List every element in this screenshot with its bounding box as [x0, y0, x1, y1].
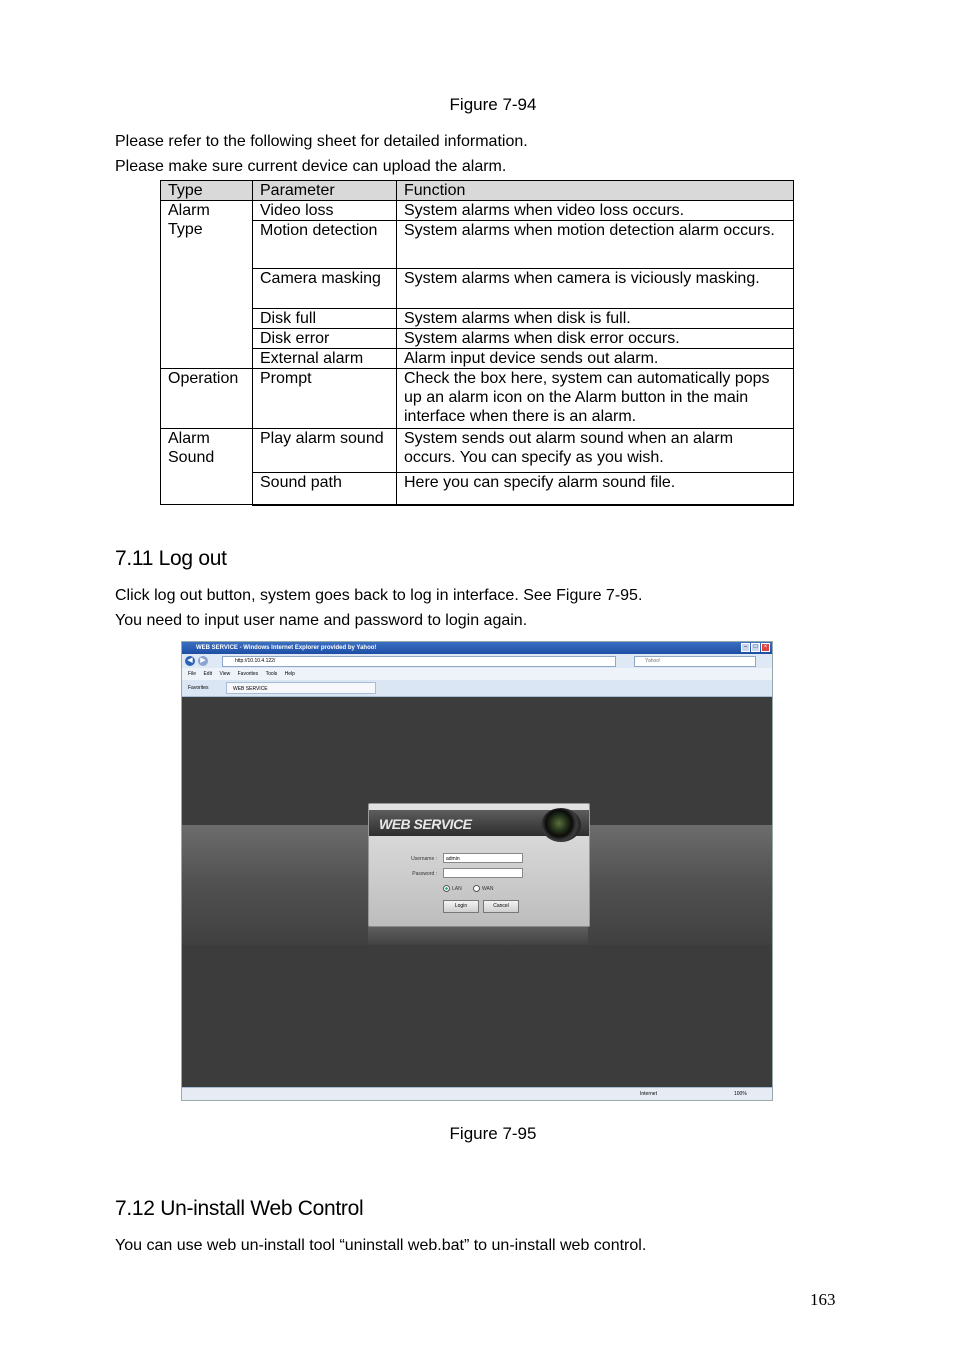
function-cell: System alarms when motion detection alarm occurs.	[397, 221, 794, 269]
username-input[interactable]: admin	[443, 853, 523, 863]
section-number: 7.12	[115, 1197, 155, 1220]
password-label: Password :	[412, 871, 437, 877]
radio-wan-label: WAN	[482, 885, 494, 892]
function-cell: System alarms when camera is viciously masking.	[397, 269, 794, 309]
menu-favorites[interactable]: Favorites	[237, 671, 259, 677]
figure-caption-7-94: Figure 7-94	[449, 95, 537, 114]
param-cell: Camera masking	[253, 269, 397, 309]
menu-view[interactable]: View	[219, 671, 231, 677]
param-cell: Video loss	[253, 201, 397, 221]
close-icon[interactable]: ×	[761, 643, 770, 652]
table-row	[161, 369, 794, 429]
table-row	[161, 473, 794, 505]
menu-help[interactable]: Help	[284, 671, 295, 677]
table-row	[161, 221, 794, 269]
section-number: 7.11	[115, 547, 154, 570]
figure-caption-7-95: Figure 7-95	[449, 1124, 537, 1143]
table-row	[161, 329, 794, 349]
type-cell: Operation	[161, 369, 253, 429]
menu-edit[interactable]: Edit	[203, 671, 213, 677]
param-cell: Motion detection	[253, 221, 397, 269]
login-button[interactable]: Login	[443, 900, 479, 913]
section-title: Un-install Web Control	[160, 1197, 364, 1220]
favorites-button[interactable]: Favorites	[188, 685, 209, 691]
function-cell: System alarms when video loss occurs.	[397, 201, 794, 221]
address-bar	[182, 654, 772, 668]
internet-zone: Internet	[640, 1091, 657, 1097]
function-cell: System alarms when disk is full.	[397, 309, 794, 329]
login-reflection	[368, 926, 588, 946]
table-row	[161, 269, 794, 309]
intro-line-2: Please make sure current device can upload the alarm.	[115, 158, 507, 175]
maximize-icon[interactable]: □	[751, 643, 760, 652]
menu-file[interactable]: File	[188, 671, 197, 677]
login-screenshot	[181, 641, 773, 1101]
back-icon[interactable]: ◀	[185, 656, 195, 666]
password-input[interactable]	[443, 868, 523, 878]
logout-para-2: You need to input user name and password to login again.	[115, 612, 528, 629]
radio-wan[interactable]	[473, 885, 493, 892]
radio-unselected-icon	[473, 885, 480, 892]
login-header	[369, 810, 589, 836]
section-heading-7-12	[115, 1197, 363, 1221]
menu-bar	[182, 668, 772, 680]
intro-line-1: Please refer to the following sheet for detailed information.	[115, 133, 528, 150]
table-header-row	[161, 181, 794, 201]
param-cell: Sound path	[253, 473, 397, 505]
favorites-bar	[182, 680, 772, 697]
logout-para-1: Click log out button, system goes back to log in interface. See Figure 7-95.	[115, 587, 643, 604]
type-cell: Alarm Sound	[161, 429, 253, 505]
function-cell: System sends out alarm sound when an alarm occurs. You can specify as you wish.	[397, 429, 794, 473]
browser-tab[interactable]: WEB SERVICE	[226, 682, 376, 694]
zoom-level[interactable]: 100%	[734, 1091, 747, 1097]
username-label: Username :	[411, 856, 437, 862]
page-number: 163	[810, 1290, 836, 1309]
param-cell: Disk full	[253, 309, 397, 329]
table-row	[161, 201, 794, 221]
param-cell: External alarm	[253, 349, 397, 369]
header-function: Function	[397, 181, 794, 201]
radio-lan[interactable]	[443, 885, 462, 892]
status-bar	[182, 1087, 772, 1100]
login-title: WEB SERVICE	[379, 816, 472, 832]
forward-icon[interactable]: ▶	[198, 656, 208, 666]
search-field[interactable]: Yahoo!	[634, 656, 756, 667]
param-cell: Prompt	[253, 369, 397, 429]
function-cell: Check the box here, system can automatically pops up an alarm icon on the Alarm button in the main interface when there is an alarm.	[397, 369, 794, 429]
minimize-icon[interactable]: –	[741, 643, 750, 652]
menu-tools[interactable]: Tools	[265, 671, 278, 677]
function-cell: Alarm input device sends out alarm.	[397, 349, 794, 369]
table-row	[161, 349, 794, 369]
param-cell: Disk error	[253, 329, 397, 349]
alarm-parameter-table	[160, 180, 794, 506]
type-cell: Alarm Type	[161, 201, 253, 369]
param-cell: Play alarm sound	[253, 429, 397, 473]
function-cell: Here you can specify alarm sound file.	[397, 473, 794, 505]
camera-lens-icon	[541, 808, 581, 842]
url-field[interactable]: http://10.10.4.122/	[222, 656, 616, 667]
header-parameter: Parameter	[253, 181, 397, 201]
radio-selected-icon	[443, 885, 450, 892]
page-content	[182, 697, 772, 1089]
table-row	[161, 429, 794, 473]
header-type: Type	[161, 181, 253, 201]
section-title: Log out	[158, 547, 227, 570]
uninstall-para: You can use web un-install tool “uninstall web.bat” to un-install web control.	[115, 1237, 647, 1254]
login-panel	[368, 803, 590, 927]
window-title: WEB SERVICE - Windows Internet Explorer provided by Yahoo!	[196, 645, 377, 651]
table-row	[161, 309, 794, 329]
window-controls	[741, 643, 770, 652]
browser-titlebar	[182, 642, 772, 654]
section-heading-7-11	[115, 547, 227, 571]
function-cell: System alarms when disk error occurs.	[397, 329, 794, 349]
radio-lan-label: LAN	[452, 885, 462, 892]
cancel-button[interactable]: Cancel	[483, 900, 519, 913]
